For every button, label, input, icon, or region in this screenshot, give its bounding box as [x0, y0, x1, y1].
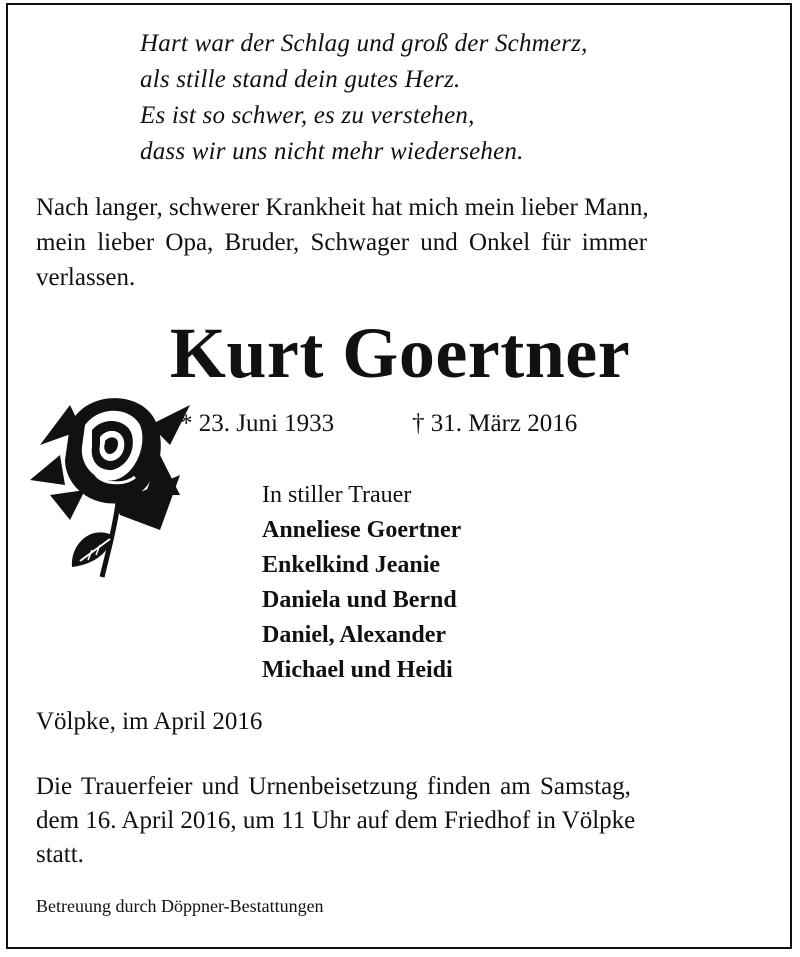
mourner-name: Enkelkind Jeanie — [262, 552, 441, 578]
mourner-name: Daniela und Bernd — [262, 587, 457, 613]
poem-line: Es ist so schwer, es zu verstehen, — [140, 102, 475, 129]
funeral-line: dem 16. April 2016, um 11 Uhr auf dem Friedhof in Völpke — [36, 807, 636, 834]
mourner-name: Michael und Heidi — [262, 657, 453, 683]
mourner-name: Daniel, Alexander — [262, 622, 446, 648]
mourners — [262, 478, 461, 688]
funeral-line: Die Trauerfeier und Urnenbeisetzung finden am Samstag, — [36, 773, 631, 800]
intro-line: verlassen. — [36, 264, 136, 291]
poem-line: dass wir uns nicht mehr wiedersehen. — [140, 138, 524, 165]
poem — [140, 26, 588, 170]
place-date: Völpke, im April 2016 — [36, 708, 263, 735]
footer-credit: Betreuung durch Döppner-Bestattungen — [36, 896, 324, 916]
intro-text — [36, 190, 766, 295]
poem-line: Hart war der Schlag und groß der Schmerz, — [140, 30, 588, 57]
funeral-info — [36, 770, 766, 872]
death-date: † 31. März 2016 — [412, 410, 578, 437]
mourners-intro: In stiller Trauer — [262, 482, 412, 508]
intro-line: mein lieber Opa, Bruder, Schwager und Onkel für immer — [36, 229, 648, 256]
mourner-name: Anneliese Goertner — [262, 517, 462, 543]
deceased-name: Kurt Goertner — [169, 313, 631, 393]
intro-line: Nach langer, schwerer Krankheit hat mich mein lieber Mann, — [36, 194, 649, 221]
poem-line: als stille stand dein gutes Herz. — [140, 66, 461, 93]
birth-date: * 23. Juni 1933 — [180, 410, 335, 437]
funeral-line: statt. — [36, 841, 84, 868]
